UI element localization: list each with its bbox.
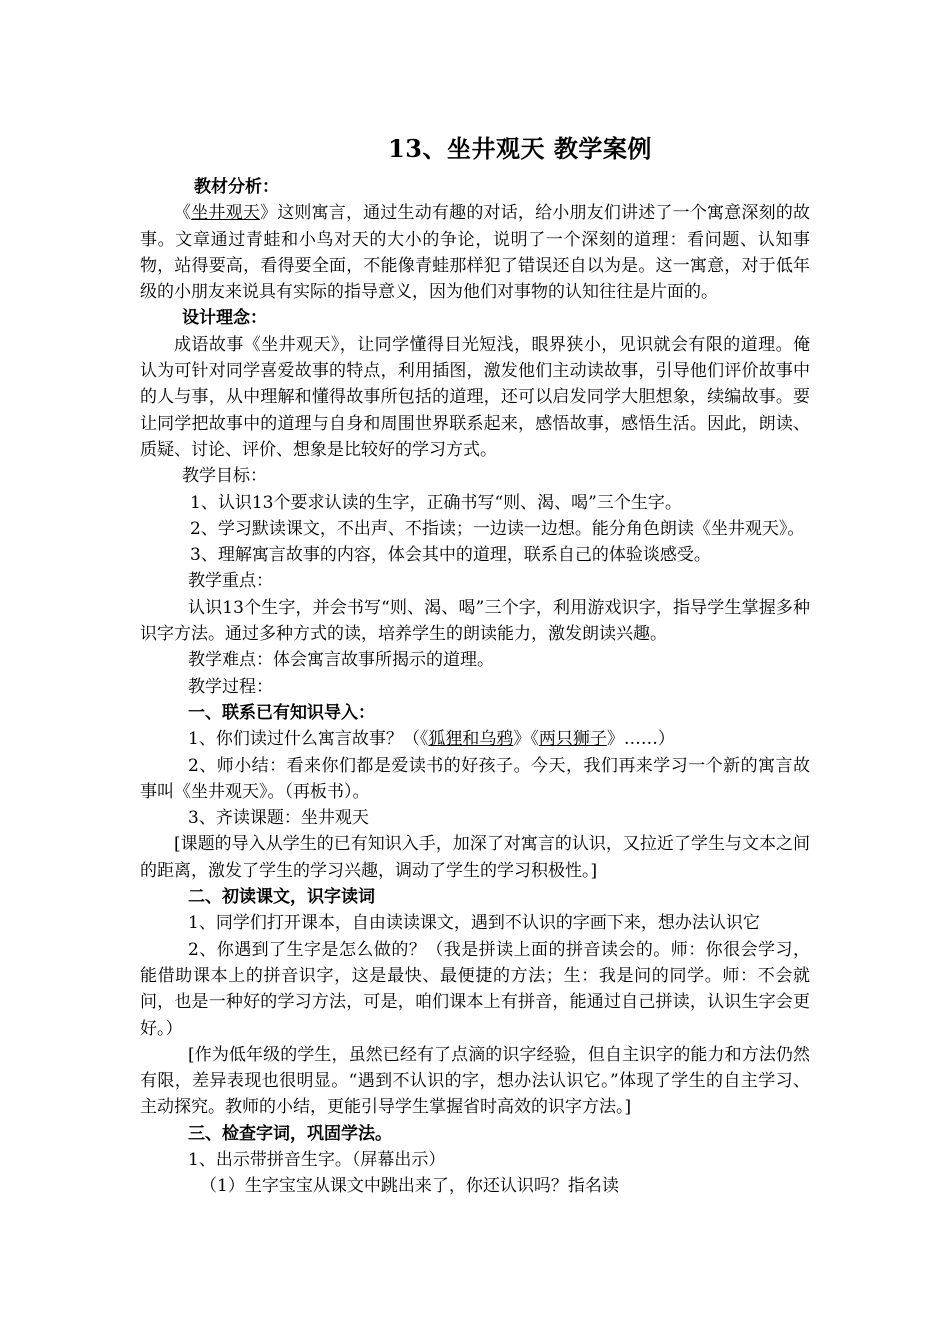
part1-heading: 一、联系已有知识导入： — [188, 702, 375, 723]
part1-item-1 — [140, 726, 810, 752]
analysis-text: 这则寓言，通过生动有趣的对话，给小朋友们讲述了一个寓意深刻的故事。文章通过青蛙和小鸟对天的大小的争论，说明了一个深刻的道理：看问题、认知事物，站得要高，看得要全面，不能像青蛙那样犯了错误还自以为是。这一寓意，对于低年级的小朋友来说具有实际的指导意义，因为他们对事物的认知往往是片面的。 — [140, 203, 811, 303]
part1-item-2: 2、师小结：看来你们都是爱读书的好孩子。今天，我们再来学习一个新的寓言故事叫《坐井观天》。（再板书）。 — [140, 755, 810, 802]
fable-link-fox-crow[interactable]: 狐狸和乌鸦 — [428, 729, 514, 750]
design-heading: 设计理念： — [182, 308, 267, 329]
part1-item-3: 3、齐读课题：坐井观天 — [188, 808, 369, 829]
document-title: 13、坐井观天 教学案例 — [388, 134, 652, 163]
goal-item-3: 3、理解寓言故事的内容，体会其中的道理，联系自己的体验谈感受。 — [190, 545, 711, 566]
analysis-paragraph — [140, 200, 810, 305]
analysis-book-link[interactable]: 坐井观天 — [191, 203, 260, 224]
goals-heading: 教学目标： — [182, 466, 267, 487]
part2-item-1: 1、同学们打开课本，自由读读课文，遇到不认识的字画下来，想办法认识它 — [188, 913, 760, 934]
key-paragraph: 认识13个生字，并会书写“则、渴、喝”三个字，利用游戏识字，指导学生掌握多种识字方法。通过多种方式的读，培养学生的朗读能力，激发朗读兴趣。 — [140, 597, 810, 645]
analysis-book-close: 》 — [259, 203, 278, 224]
difficulty-line: 教学难点：体会寓言故事所揭示的道理。 — [188, 650, 494, 671]
part3-heading: 三、检查字词，巩固学法。 — [188, 1123, 392, 1144]
part1-item-1-mid: 》《 — [513, 729, 539, 750]
part1-item-1-suffix: 》……） — [606, 729, 675, 750]
part2-note: [作为低年级的学生，虽然已经有了点滴的识字经验，但自主识字的能力和方法仍然有限，差异表现也很明显。“遇到不认识的字，想办法认识它。”体现了学生的自主学习、主动探究。教师的小结，更能引导学生掌握省时高效的识字方法。] — [140, 1044, 810, 1118]
part2-heading: 二、初读课文，识字读词 — [188, 887, 375, 908]
part2-item-2: 2、你遇到了生字是怎么做的？（我是拼读上面的拼音读会的。师：你很会学习，能借助课本上的拼音识字，这是最快、最便捷的方法；生：我是问的同学。师：不会就问，也是一种好的学习方法，可是，咱们课本上有拼音，能通过自己拼读，认识生字会更好。） — [140, 939, 810, 1039]
analysis-heading: 教材分析： — [194, 177, 279, 197]
design-paragraph: 成语故事《坐井观天》，让同学懂得目光短浅，眼界狭小，见识就会有限的道理。俺认为可针对同学喜爱故事的特点，利用插图，激发他们主动读故事，引导他们评价故事中的人与事，从中理解和懂得故事所包括的道理，还可以启发同学大胆想象，续编故事。要让同学把故事中的道理与自身和周围世界联系起来，感悟故事，感悟生活。因此，朗读、质疑、讨论、评价、想象是比较好的学习方式。 — [140, 334, 810, 460]
document-body — [140, 174, 810, 1200]
part1-item-1-prefix: 1、你们读过什么寓言故事？（《 — [188, 729, 429, 750]
goal-item-2: 2、学习默读课文，不出声、不指读；一边读一边想。能分角色朗读《坐井观天》。 — [190, 518, 805, 539]
part3-item-1-sub: （1）生字宝宝从课文中跳出来了，你还认识吗？指名读 — [200, 1176, 619, 1197]
goal-item-1: 1、认识13个要求认读的生字，正确书写“则、渴、喝”三个生字。 — [190, 492, 682, 513]
fable-link-two-lions[interactable]: 两只狮子 — [538, 729, 607, 750]
key-heading: 教学重点： — [188, 571, 273, 592]
part1-note: [课题的导入从学生的已有知识入手，加深了对寓言的认识，又拉近了学生与文本之间的距离，激发了学生的学习兴趣，调动了学生的学习积极性。] — [140, 834, 810, 881]
analysis-book-open: 《 — [174, 203, 192, 224]
process-heading: 教学过程： — [188, 676, 273, 697]
part3-item-1: 1、出示带拼音生字。（屏幕出示） — [188, 1149, 446, 1170]
